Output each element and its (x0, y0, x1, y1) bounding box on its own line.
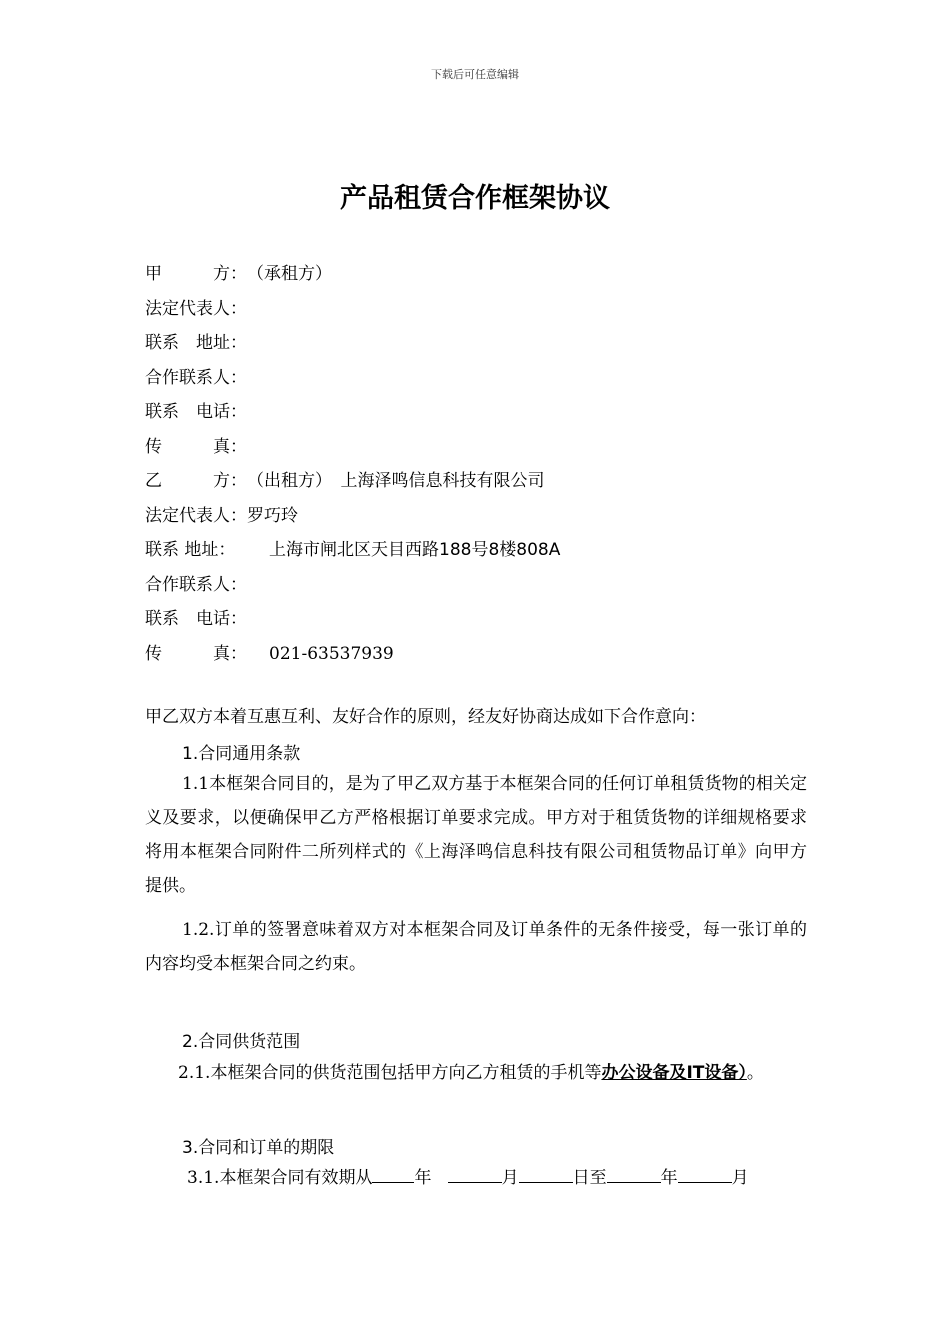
party-b-addr-value: 上海市闸北区天目西路188号8楼808A (269, 540, 561, 560)
party-b-fax-value: 021-63537939 (269, 644, 394, 664)
party-a-side-label: 甲 方： (145, 264, 247, 284)
blank-start-day[interactable] (519, 1164, 573, 1183)
party-b-side-row (145, 466, 545, 491)
blank-end-month[interactable] (678, 1164, 732, 1183)
party-a-contact-label: 合作联系人： (145, 368, 247, 388)
section-3-heading: 3.合同和订单的期限 (182, 1138, 335, 1158)
party-b-rep-row (145, 501, 298, 526)
party-a-addr-label: 联系 地址： (145, 333, 247, 353)
document-title: 产品租赁合作框架协议 (340, 183, 610, 214)
section-2-p1-emphasis: 办公设备及IT设备） (601, 1063, 747, 1083)
party-a-contact-row (145, 363, 247, 388)
section-3-p1-prefix: 3.1.本框架合同有效期从 (187, 1168, 373, 1188)
section-2-heading: 2.合同供货范围 (182, 1032, 301, 1052)
party-a-addr-row (145, 328, 247, 353)
section-3-month-1: 月 (501, 1168, 519, 1188)
blank-end-year[interactable] (607, 1164, 661, 1183)
party-b-side-label: 乙 方： (145, 471, 247, 491)
party-b-contact-row (145, 570, 247, 595)
party-b-rep-value: 罗巧玲 (247, 506, 298, 526)
party-a-rep-row (145, 294, 247, 319)
party-b-fax-label: 传 真： (145, 644, 247, 664)
section-3-month-2: 月 (731, 1168, 749, 1188)
section-1-heading: 1.合同通用条款 (182, 744, 301, 764)
section-2-p1-suffix: 。 (746, 1063, 764, 1083)
section-3-year-2: 年 (660, 1168, 678, 1188)
blank-start-year[interactable] (372, 1164, 414, 1183)
party-b-contact-label: 合作联系人： (145, 575, 247, 595)
section-3-day-1: 日至 (572, 1168, 607, 1188)
intro-paragraph: 甲乙双方本着互惠互利、友好合作的原则，经友好协商达成如下合作意向： (145, 707, 706, 727)
party-a-rep-label: 法定代表人： (145, 299, 247, 319)
party-a-fax-row (145, 432, 247, 457)
party-b-side-value: （出租方） 上海泽鸣信息科技有限公司 (247, 471, 545, 491)
party-b-addr-label: 联系 地址： (145, 540, 236, 560)
section-3-year-1: 年 (414, 1168, 432, 1188)
section-2-paragraph-1 (145, 1056, 807, 1090)
section-1-paragraph-1: 1.1本框架合同目的，是为了甲乙双方基于本框架合同的任何订单租赁货物的相关定义及要求，以便确保甲乙方严格根据订单要求完成。甲方对于租赁货物的详细规格要求将用本框架合同附件二所列样式的《上海泽鸣信息科技有限公司租赁物品订单》向甲方提供。 (145, 774, 807, 896)
party-a-fax-label: 传 真： (145, 437, 247, 457)
party-b-rep-label: 法定代表人： (145, 506, 247, 526)
party-a-phone-label: 联系 电话： (145, 402, 247, 422)
section-2-p1-prefix: 2.1.本框架合同的供货范围包括甲方向乙方租赁的手机等 (178, 1063, 602, 1083)
party-b-addr-row (145, 535, 560, 560)
section-1-paragraph-2: 1.2.订单的签署意味着双方对本框架合同及订单条件的无条件接受，每一张订单的内容均受本框架合同之约束。 (145, 920, 807, 974)
blank-start-month[interactable] (448, 1164, 502, 1183)
party-a-side-row (145, 259, 332, 284)
party-a-side-value: （承租方） (247, 264, 332, 284)
party-a-phone-row (145, 397, 247, 422)
page-header-note: 下载后可任意编辑 (431, 68, 519, 81)
party-b-phone-label: 联系 电话： (145, 609, 247, 629)
party-b-phone-row (145, 604, 247, 629)
section-3-paragraph-1 (145, 1161, 807, 1195)
party-b-fax-row (145, 639, 394, 664)
